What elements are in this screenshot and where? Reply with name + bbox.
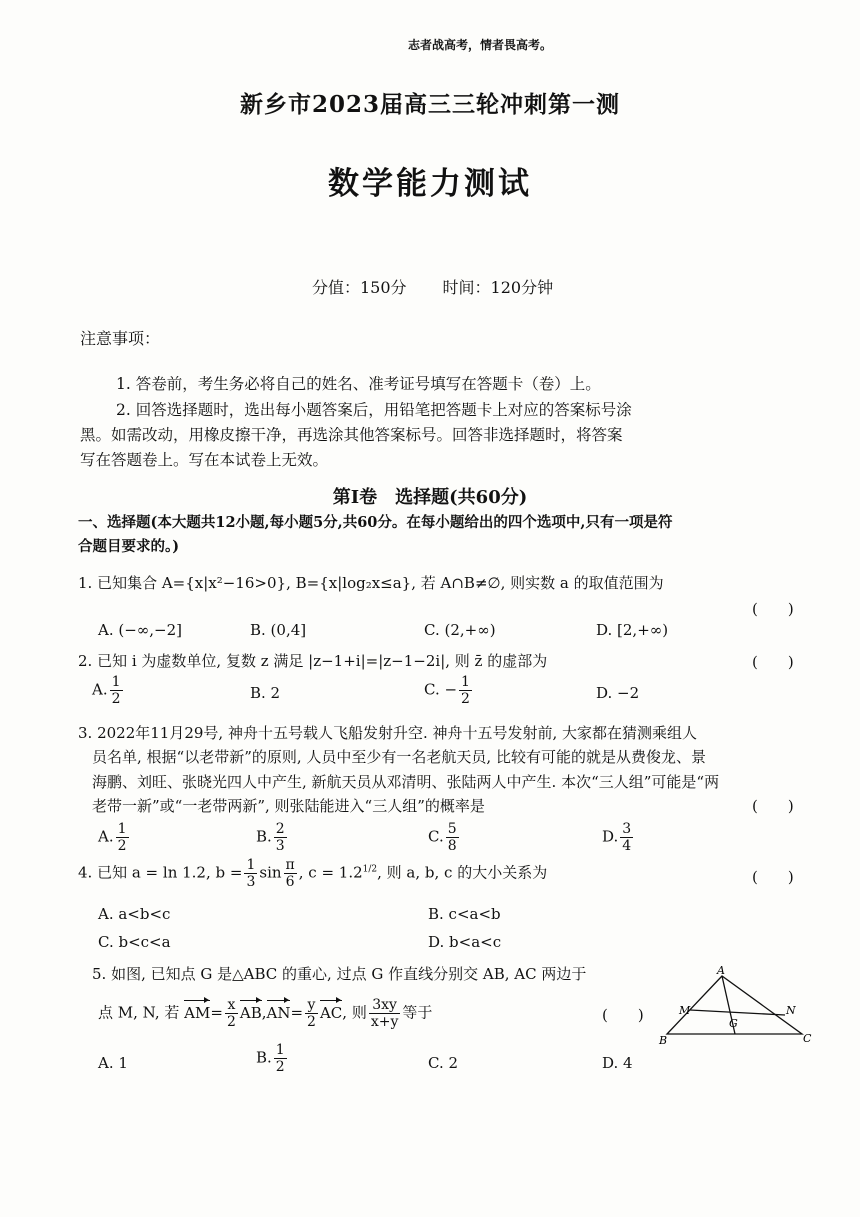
q3-option-d: D. $\frac{3}{4}$ xyxy=(602,821,632,854)
q3-line-2: 员名单, 根据“以老带新”的原则, 人员中至少有一名老航天员, 比较有可能的就是从费俊龙、景 xyxy=(92,748,706,766)
q4-option-d: D. b<a<c xyxy=(428,933,502,951)
q5-line-1: 5. 如图, 已知点 G 是△ABC 的重心, 过点 G 作直线分别交 AB, AC 两边于 xyxy=(92,965,587,983)
label-c: C xyxy=(803,1032,812,1045)
q4-option-a: A. a<b<c xyxy=(98,905,171,923)
section-intro-a: 一、选择题(本大题共12小题,每小题5分,共60分。在每小题给出的四个选项中,只有一项是符 xyxy=(78,514,673,531)
notice-line-2a: 2. 回答选择题时，选出每小题答案后，用铅笔把答题卡上对应的答案标号涂 xyxy=(116,401,632,419)
q3-option-c: C. $\frac{5}{8}$ xyxy=(428,821,457,854)
section-intro-b: 合题目要求的。) xyxy=(78,538,180,555)
notice-line-2c: 写在答题卷上。写在本试卷上无效。 xyxy=(80,451,329,469)
exam-title: 新乡市2023届高三三轮冲刺第一测 xyxy=(239,91,620,118)
q2-option-d: D. −2 xyxy=(596,684,640,702)
q1-option-c: C. (2,+∞) xyxy=(424,621,496,639)
q3-option-b: B. $\frac{2}{3}$ xyxy=(256,821,285,854)
q3-answer-bracket: ( ) xyxy=(752,797,794,815)
score-info: 分值：150分 xyxy=(312,278,407,297)
label-b: B xyxy=(659,1034,668,1046)
q2-option-c: C. − $\frac{1}{2}$ xyxy=(424,674,470,707)
q2-option-a: A. $\frac{1}{2}$ xyxy=(92,674,121,707)
q3-line-4: 老带一新”或“一老带两新”, 则张陆能进入“三人组”的概率是 xyxy=(92,797,485,815)
q2-answer-bracket: ( ) xyxy=(752,653,794,671)
notice-line-2b: 黑。如需改动，用橡皮擦干净，再选涂其他答案标号。回答非选择题时，将答案 xyxy=(80,426,623,444)
q4-answer-bracket: ( ) xyxy=(752,868,794,886)
q2-option-b: B. 2 xyxy=(250,684,281,702)
q5-option-c: C. 2 xyxy=(428,1054,459,1072)
subject-title: 数学能力测试 xyxy=(328,166,532,202)
q5-option-d: D. 4 xyxy=(602,1054,633,1072)
q1-stem: 1. 已知集合 A={x|x²−16>0}, B={x|log₂x≤a}, 若 A∩B≠∅, 则实数 a 的取值范围为 xyxy=(78,574,664,592)
notice-heading: 注意事项： xyxy=(80,329,161,348)
q5-line-2: 点 M, N, 若 AM= $\frac{x}{2}$ AB,AN= $\frac{y}{2}$ AC, 则 $\frac{3xy}{x+y}$ 等于 xyxy=(98,997,433,1030)
q3-line-1: 3. 2022年11月29号, 神舟十五号载人飞船发射升空. 神舟十五号发射前, 大家都在猜测乘组人 xyxy=(78,724,698,742)
label-g: G xyxy=(729,1017,738,1030)
triangle-figure xyxy=(655,962,815,1046)
q1-option-d: D. [2,+∞) xyxy=(596,621,669,639)
q5-option-a: A. 1 xyxy=(98,1054,128,1072)
q3-option-a: A. $\frac{1}{2}$ xyxy=(98,821,127,854)
q4-stem: 4. 已知 a = ln 1.2, b = $\frac{1}{3}$ sin $\frac{\pi}{6}$ , $c = 1.2^{1/2}$, 则 a, b, c 的大小关系为 xyxy=(78,857,548,890)
time-info: 时间：120分钟 xyxy=(442,278,554,297)
q3-line-3: 海鹏、刘旺、张晓光四人中产生, 新航天员从邓清明、张陆两人中产生. 本次“三人组”可能是“两 xyxy=(92,773,720,791)
q2-stem: 2. 已知 i 为虚数单位, 复数 z 满足 |z−1+i|=|z−1−2i|, 则 z̄ 的虚部为 xyxy=(78,652,548,670)
q5-option-b: B. $\frac{1}{2}$ xyxy=(256,1042,285,1075)
q1-option-a: A. (−∞,−2] xyxy=(98,621,183,639)
label-m: M xyxy=(679,1004,691,1017)
q4-option-c: C. b<c<a xyxy=(98,933,171,951)
notice-line-1: 1. 答卷前，考生务必将自己的姓名、准考证号填写在答题卡（卷）上。 xyxy=(116,375,601,393)
q5-answer-bracket: ( ) xyxy=(602,1006,644,1024)
motto: 志者战高考，情者畏高考。 xyxy=(408,38,553,52)
section-title: 第Ⅰ卷 选择题(共60分) xyxy=(332,487,528,508)
q4-option-b: B. c<a<b xyxy=(428,905,501,923)
exam-meta xyxy=(312,275,553,298)
q1-option-b: B. (0,4] xyxy=(250,621,307,639)
label-a: A xyxy=(717,964,725,977)
label-n: N xyxy=(786,1004,796,1017)
q1-answer-bracket: ( ) xyxy=(752,600,794,618)
